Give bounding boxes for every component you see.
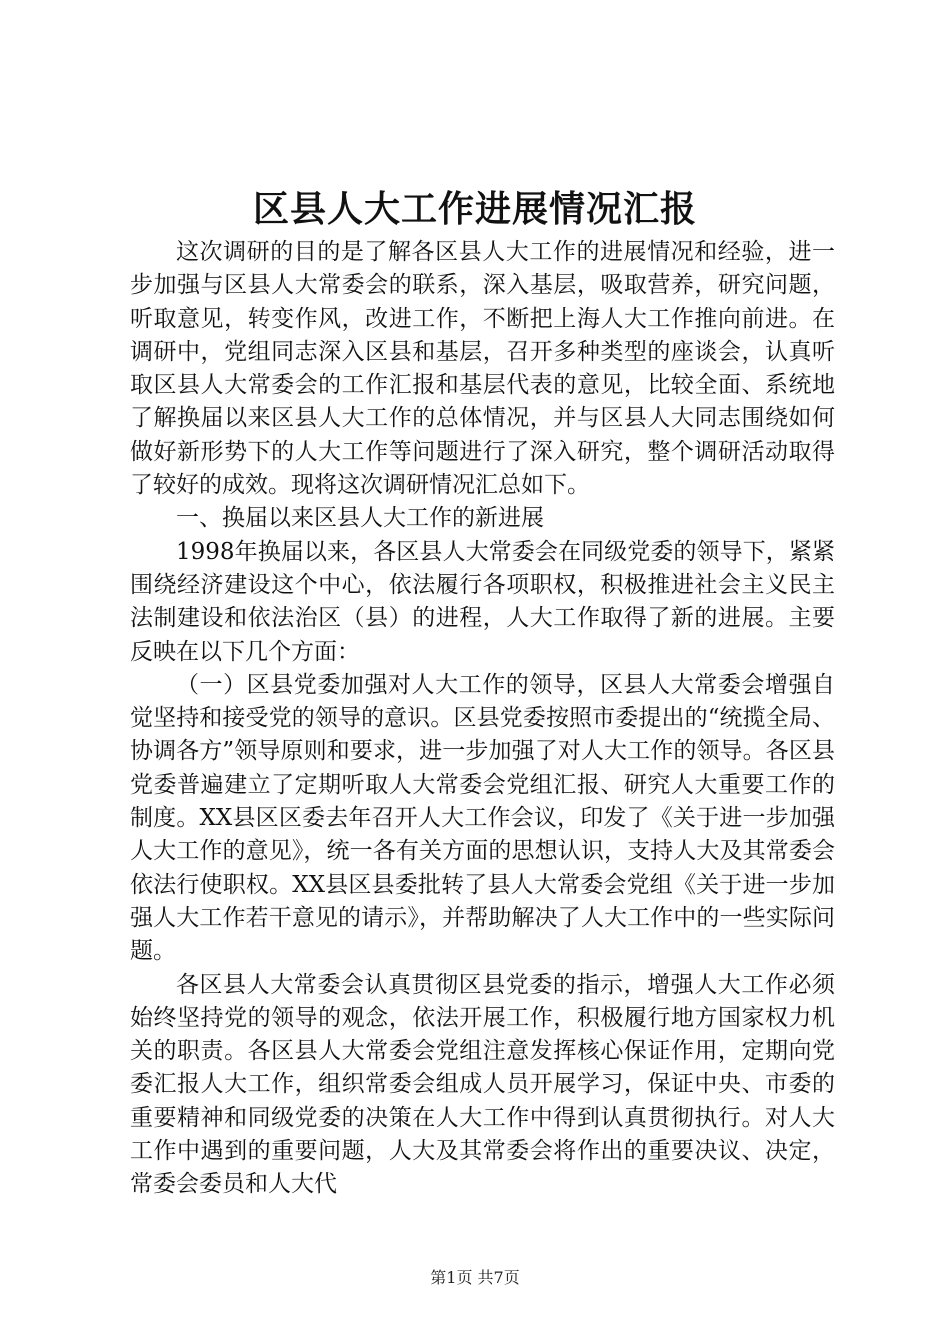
paragraph-intro: 这次调研的目的是了解各区县人大工作的进展情况和经验，进一步加强与区县人大常委会的联系，深入基层，吸取营养，研究问题，听取意见，转变作风，改进工作，不断把上海人大工作推向前进。在调研中，党组同志深入区县和基层，召开多种类型的座谈会，认真听取区县人大常委会的工作汇报和基层代表的意见，比较全面、系统地了解换届以来区县人大工作的总体情况，并与区县人大同志围绕如何做好新形势下的人大工作等问题进行了深入研究，整个调研活动取得了较好的成效。现将这次调研情况汇总如下。 (130, 239, 835, 499)
document-title: 区县人大工作进展情况汇报 (252, 188, 697, 230)
section-heading-1: 一、换届以来区县人大工作的新进展 (176, 505, 544, 532)
page-number-footer: 第1页 共7页 (430, 1268, 520, 1287)
document-body (130, 236, 835, 1202)
paragraph-progress-overview: 1998年换届以来，各区县人大常委会在同级党委的领导下，紧紧围绕经济建设这个中心，依法履行各项职权，积极推进社会主义民主法制建设和依法治区（县）的进程，人大工作取得了新的进展。主要反映在以下几个方面： (130, 538, 835, 665)
paragraph-party-leadership: （一）区县党委加强对人大工作的领导，区县人大常委会增强自觉坚持和接受党的领导的意识。区县党委按照市委提出的“统揽全局、协调各方”领导原则和要求，进一步加强了对人大工作的领导。各区县党委普遍建立了定期听取人大常委会党组汇报、研究人大重要工作的制度。XX县区区委去年召开人大工作会议，印发了《关于进一步加强人大工作的意见》，统一各有关方面的思想认识，支持人大及其常委会依法行使职权。XX县区县委批转了县人大常委会党组《关于进一步加强人大工作若干意见的请示》，并帮助解决了人大工作中的一些实际问题。 (130, 671, 835, 965)
paragraph-standing-committee: 各区县人大常委会认真贯彻区县党委的指示，增强人大工作必须始终坚持党的领导的观念，依法开展工作，积极履行地方国家权力机关的职责。各区县人大常委会党组注意发挥核心保证作用，定期向党委汇报人大工作，组织常委会组成人员开展学习，保证中央、市委的重要精神和同级党委的决策在人大工作中得到认真贯彻执行。对人大工作中遇到的重要问题，人大及其常委会将作出的重要决议、决定，常委会委员和人大代 (130, 971, 835, 1198)
